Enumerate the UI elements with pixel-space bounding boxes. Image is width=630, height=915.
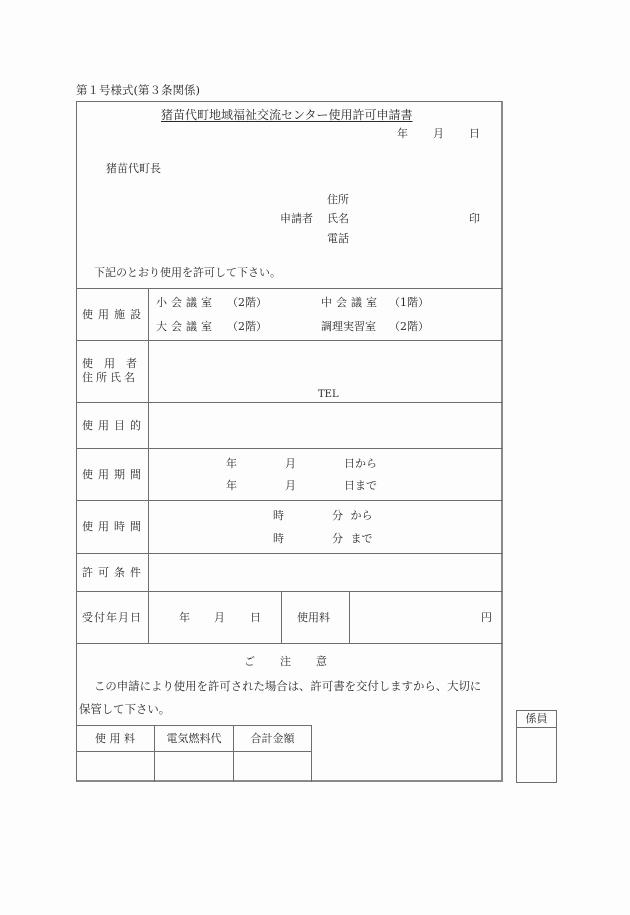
facility-floor: （2階） [227,320,267,333]
staff-label: 係員 [517,711,556,728]
addressee: 猪苗代町長 [106,162,161,175]
divider [148,288,149,643]
divider [76,500,503,501]
time-from-hour: 時 [273,509,284,522]
fee-table-header-usage: 使 用 料 [95,732,135,745]
fee-total-cell[interactable] [234,752,310,781]
staff-stamp-box [516,710,557,783]
time-label: 使用時間 [82,520,146,533]
form-style-number: 第１号様式(第３条関係) [76,83,200,97]
facility-floor: （2階） [227,296,267,309]
yen-mark: 円 [481,611,492,624]
period-to-year: 年 [226,479,237,492]
applicant-label: 申請者 [280,212,313,225]
divider [349,591,350,643]
notice-line2: 保管して下さい。 [79,702,171,716]
divider [76,553,503,554]
facility-floor: （2階） [389,320,429,333]
date-day: 日 [469,127,480,140]
fee-label: 使用料 [297,611,330,624]
facility-option-small[interactable]: 小会議室 [156,296,216,309]
fee-table-header-total: 合計金額 [250,732,295,745]
receipt-year: 年 [179,611,190,624]
facility-option-cooking[interactable]: 調理実習室 [321,320,376,333]
period-to-month: 月 [285,479,296,492]
purpose-label: 使用目的 [82,419,146,432]
time-to-hour: 時 [273,532,284,545]
date-month: 月 [433,127,444,140]
facility-floor: （1階） [389,296,429,309]
fee-usage-cell[interactable] [77,752,153,781]
divider [76,402,503,403]
notice-heading: ご 注 意 [244,655,328,668]
divider [76,288,503,289]
divider [76,448,503,449]
divider [311,725,312,782]
address-label: 住所 [327,193,349,206]
date-year: 年 [397,127,408,140]
request-text: 下記のとおり使用を許可して下さい。 [94,266,281,279]
user-label-line2: 住所氏名 [82,371,138,384]
receipt-month: 月 [214,611,225,624]
tel-label: TEL [318,389,339,400]
divider [76,725,311,726]
fee-table-header-electricity: 電気燃料代 [166,732,222,745]
time-to-minute: 分 まで [332,532,373,545]
divider [76,643,503,644]
receipt-date-label: 受付年月日 [82,611,142,624]
user-label-line1: 使 用 者 [82,357,137,370]
period-from-day: 日から [344,457,377,470]
conditions-label: 許可条件 [82,566,146,579]
period-label: 使用期間 [82,468,146,481]
form-title: 猪苗代町地域福祉交流センター使用許可申請書 [161,108,413,122]
divider [76,340,503,341]
divider [281,591,282,643]
period-to-day: 日まで [344,479,377,492]
time-from-minute: 分 から [332,509,373,522]
seal-mark: 印 [469,212,480,225]
name-label: 氏名 [327,212,349,225]
period-from-year: 年 [226,457,237,470]
divider [76,591,503,592]
notice-line1: この申請により使用を許可された場合は、許可書を交付しますから、大切に [94,679,482,693]
period-from-month: 月 [285,457,296,470]
phone-label: 電話 [327,232,349,245]
fee-electricity-cell[interactable] [155,752,232,781]
facility-label: 使用施設 [82,308,146,321]
receipt-day: 日 [250,611,261,624]
facility-option-large[interactable]: 大会議室 [156,320,216,333]
facility-option-medium[interactable]: 中会議室 [321,296,381,309]
